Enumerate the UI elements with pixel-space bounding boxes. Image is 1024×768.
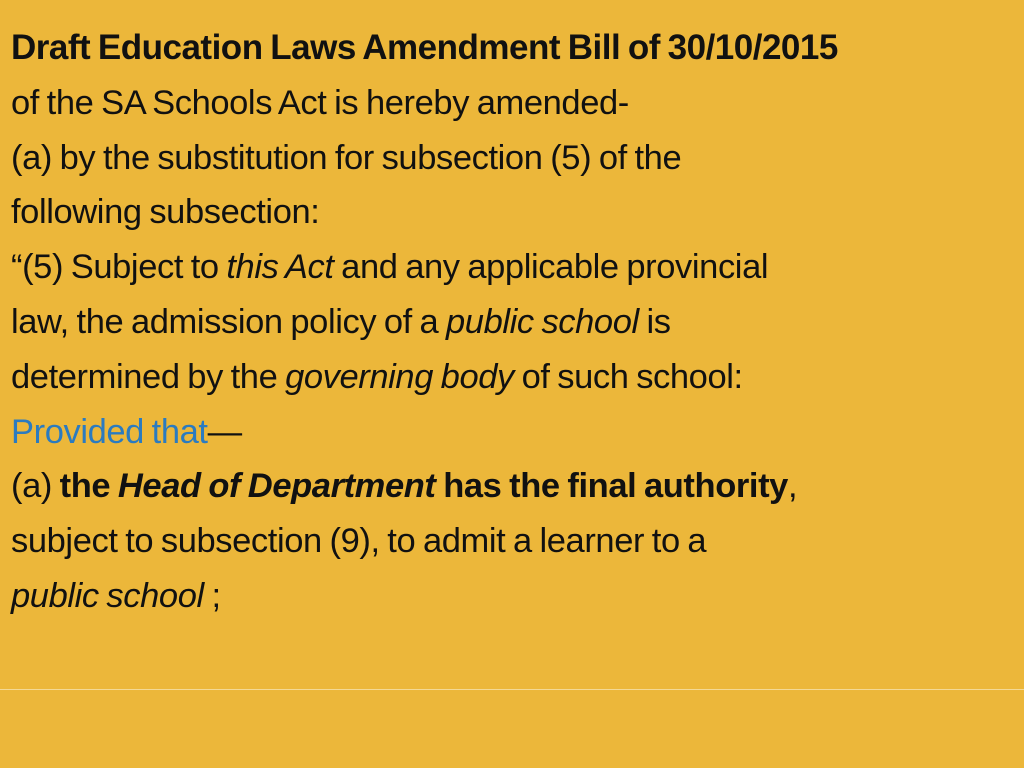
body-line-1: of the SA Schools Act is hereby amended- [11, 83, 629, 122]
body-line-4 [11, 240, 1016, 295]
term-this-act: this Act [226, 248, 334, 287]
body-line-6-text-a: determined by the [11, 357, 286, 396]
term-public-school: public school [446, 302, 639, 341]
bold-the: the [59, 467, 118, 506]
term-head-of-department: Head of Department [117, 467, 436, 506]
body-line-7 [11, 405, 1016, 460]
body-line-4-text-b: and any applicable provincial [333, 248, 769, 287]
body-line-4-text-a: “(5) Subject to [11, 248, 227, 287]
body-line-5-text-a: law, the admission policy of a [11, 302, 447, 341]
footer-divider [0, 689, 1024, 690]
clause-marker-a: (a) [11, 467, 60, 506]
term-governing-body: governing body [285, 357, 514, 396]
body-line-6-text-b: of such school: [513, 357, 743, 396]
body-line-6 [11, 350, 1016, 405]
slide-text [11, 21, 1016, 624]
body-line-10 [11, 569, 1016, 624]
semicolon: ; [203, 576, 221, 615]
provided-that-phrase: Provided that [11, 412, 208, 451]
body-line-5-text-b: is [638, 302, 671, 341]
body-line-2: (a) by the substitution for subsection (5) of the [11, 138, 682, 177]
body-line-8 [11, 459, 1016, 514]
slide-title: Draft Education Laws Amendment Bill of 30/10/2015 [11, 28, 838, 67]
body-line-3: following subsection: [11, 193, 320, 232]
em-dash: — [207, 412, 242, 451]
body-line-9: subject to subsection (9), to admit a learner to a [11, 522, 707, 561]
comma: , [787, 467, 798, 506]
term-public-school-2: public school [11, 576, 204, 615]
body-line-5 [11, 295, 1016, 350]
bold-final-authority: has the final authority [435, 467, 788, 506]
